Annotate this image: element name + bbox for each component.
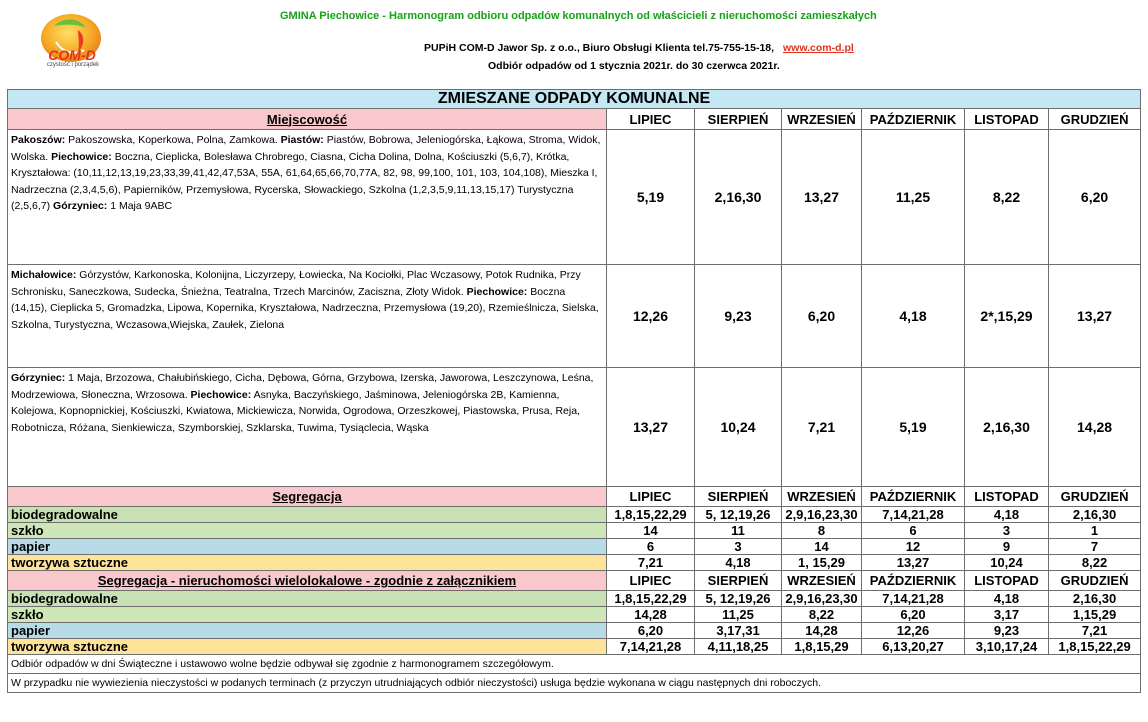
- pickup-dates: 4,18: [965, 591, 1049, 607]
- street-list: Asnyka, Baczyńskiego, Jaśminowa, Jeleniogórska 2B, Kamienna, Kolejowa, Kopnopnickiej, Kościuszki, Kwiatowa, Mickiewicza, Norwida, Ogrodowa, Orzeszkowej, Piastowska, Prusa, Reja, Robotnicza, Różana, Sienkiewicza, Szymborskiej, Szklarska, Tuwima, Tysiąclecia, Wąska: [11, 388, 580, 434]
- pickup-dates: 9,23: [965, 623, 1049, 639]
- mixed-header-row: [8, 109, 1141, 130]
- company-info: PUPiH COM-D Jawor Sp. z o.o., Biuro Obsługi Klienta tel.75-755-15-18,: [424, 42, 775, 54]
- waste-type: papier: [8, 539, 607, 555]
- month-header: SIERPIEŃ: [695, 109, 782, 130]
- pickup-dates: 2,16,30: [695, 130, 782, 265]
- segregation-row-plastic: [8, 555, 1141, 571]
- pickup-dates: 7,14,21,28: [862, 507, 965, 523]
- pickup-dates: 8,22: [1049, 555, 1141, 571]
- pickup-dates: 7,21: [607, 555, 695, 571]
- waste-type: szkło: [8, 607, 607, 623]
- pickup-dates: 1,8,15,22,29: [1049, 639, 1141, 655]
- locality-name: Górzyniec:: [11, 372, 66, 384]
- note-row: [8, 655, 1141, 674]
- pickup-dates: 1,8,15,22,29: [607, 507, 695, 523]
- pickup-dates: 4,18: [695, 555, 782, 571]
- pickup-dates: 13,27: [1049, 265, 1141, 368]
- month-header: LISTOPAD: [965, 571, 1049, 591]
- pickup-dates: 14: [607, 523, 695, 539]
- multi-title: Segregacja - nieruchomości wielolokalowe - zgodnie z załącznikiem: [8, 571, 607, 591]
- mixed-row: [8, 265, 1141, 368]
- pickup-dates: 11,25: [862, 130, 965, 265]
- pickup-dates: 6,13,20,27: [862, 639, 965, 655]
- street-list: 1 Maja 9ABC: [107, 200, 173, 212]
- pickup-dates: 13,27: [862, 555, 965, 571]
- pickup-dates: 5, 12,19,26: [695, 507, 782, 523]
- month-header: PAŹDZIERNIK: [862, 571, 965, 591]
- pickup-dates: 4,11,18,25: [695, 639, 782, 655]
- pickup-dates: 13,27: [782, 130, 862, 265]
- locality-list: [8, 130, 607, 265]
- waste-type: papier: [8, 623, 607, 639]
- pickup-dates: 7,14,21,28: [862, 591, 965, 607]
- pickup-dates: 14: [782, 539, 862, 555]
- month-header: GRUDZIEŃ: [1049, 109, 1141, 130]
- pickup-dates: 2,16,30: [965, 368, 1049, 487]
- pickup-dates: 8: [782, 523, 862, 539]
- street-list: Górzystów, Karkonoska, Kolonijna, Liczyrzepy, Łowiecka, Na Kociołki, Plac Wczasowy, Potok Rudnika, Przy Schronisku, Saneczkowa, Sudecka, Śnieżna, Teatralna, Trzech Marcinów, Zaciszna, Złoty Widok.: [11, 269, 581, 298]
- locality-list: [8, 368, 607, 487]
- pickup-dates: 7,21: [1049, 623, 1141, 639]
- street-list: Piastów, Bobrowa, Jeleniogórska, Łąkowa, Stroma, Widok, Wolska.: [11, 134, 601, 163]
- multi-row-bio: [8, 591, 1141, 607]
- pickup-dates: 4,18: [965, 507, 1049, 523]
- segregation-row-paper: [8, 539, 1141, 555]
- waste-type: tworzywa sztuczne: [8, 555, 607, 571]
- street-list: 1 Maja, Brzozowa, Chałubińskiego, Cicha, Dębowa, Górna, Grzybowa, Izerska, Jaworowa, Leszczynowa, Leśna, Modrzewiowa, Słoneczna, Wrzosowa.: [11, 372, 594, 401]
- locality-name: Górzyniec:: [53, 200, 108, 212]
- pickup-dates: 11,25: [695, 607, 782, 623]
- pickup-dates: 3,10,17,24: [965, 639, 1049, 655]
- pickup-dates: 10,24: [965, 555, 1049, 571]
- note-row: [8, 674, 1141, 693]
- mixed-row: [8, 368, 1141, 487]
- locality-name: Piechowice:: [51, 150, 112, 163]
- month-header: LIPIEC: [607, 487, 695, 507]
- pickup-dates: 2,16,30: [1049, 591, 1141, 607]
- holiday-note: Odbiór odpadów w dni Świąteczne i ustawowo wolne będzie odbywał się zgodnie z harmonogramem szczegółowym.: [8, 655, 1141, 674]
- pickup-dates: 6,20: [862, 607, 965, 623]
- pickup-dates: 9,23: [695, 265, 782, 368]
- month-header: LISTOPAD: [965, 109, 1049, 130]
- locality-name: Piechowice:: [190, 388, 252, 401]
- month-header: GRUDZIEŃ: [1049, 487, 1141, 507]
- pickup-dates: 6: [607, 539, 695, 555]
- header-title: GMINA Piechowice - Harmonogram odbioru odpadów komunalnych od właścicieli z nieruchomości zamieszkałych: [280, 10, 877, 22]
- pickup-dates: 9: [965, 539, 1049, 555]
- pickup-dates: 7: [1049, 539, 1141, 555]
- pickup-dates: 2*,15,29: [965, 265, 1049, 368]
- logo-tagline: czystość i porządek: [46, 62, 100, 68]
- pickup-dates: 14,28: [1049, 368, 1141, 487]
- locality-list: [8, 265, 607, 368]
- segregation-title: Segregacja: [8, 487, 607, 507]
- pickup-dates: 6,20: [1049, 130, 1141, 265]
- pickup-dates: 2,9,16,23,30: [782, 507, 862, 523]
- locality-name: Pakoszów:: [11, 134, 66, 146]
- pickup-dates: 12: [862, 539, 965, 555]
- segregation-row-glass: [8, 523, 1141, 539]
- pickup-dates: 1,15,29: [1049, 607, 1141, 623]
- pickup-dates: 14,28: [782, 623, 862, 639]
- multi-row-glass: [8, 607, 1141, 623]
- month-header: PAŹDZIERNIK: [862, 109, 965, 130]
- month-header: SIERPIEŃ: [695, 571, 782, 591]
- segregation-header-row: [8, 487, 1141, 507]
- pickup-dates: 2,9,16,23,30: [782, 591, 862, 607]
- pickup-dates: 12,26: [607, 265, 695, 368]
- pickup-dates: 3,17: [965, 607, 1049, 623]
- month-header: PAŹDZIERNIK: [862, 487, 965, 507]
- pickup-dates: 6: [862, 523, 965, 539]
- pickup-dates: 2,16,30: [1049, 507, 1141, 523]
- pickup-dates: 10,24: [695, 368, 782, 487]
- month-header: GRUDZIEŃ: [1049, 571, 1141, 591]
- header-company: [424, 42, 854, 54]
- month-header: WRZESIEŃ: [782, 487, 862, 507]
- street-list: Pakoszowska, Koperkowa, Polna, Zamkowa.: [65, 134, 281, 146]
- segregation-row-bio: [8, 507, 1141, 523]
- pickup-dates: 12,26: [862, 623, 965, 639]
- mixed-waste-title-row: [8, 90, 1141, 109]
- pickup-dates: 5,19: [607, 130, 695, 265]
- month-header: LIPIEC: [607, 109, 695, 130]
- website-link[interactable]: www.com-d.pl: [783, 42, 854, 54]
- pickup-dates: 6,20: [782, 265, 862, 368]
- month-header: LIPIEC: [607, 571, 695, 591]
- waste-type: szkło: [8, 523, 607, 539]
- schedule-table: [7, 89, 1141, 693]
- pickup-dates: 1,8,15,22,29: [607, 591, 695, 607]
- pickup-dates: 5, 12,19,26: [695, 591, 782, 607]
- pickup-dates: 8,22: [965, 130, 1049, 265]
- waste-type: biodegradowalne: [8, 591, 607, 607]
- locality-name: Piechowice:: [466, 285, 528, 298]
- pickup-dates: 7,14,21,28: [607, 639, 695, 655]
- place-header: Miejscowość: [8, 109, 607, 130]
- mixed-row: [8, 130, 1141, 265]
- locality-name: Michałowice:: [11, 269, 77, 281]
- waste-type: biodegradowalne: [8, 507, 607, 523]
- pickup-dates: 14,28: [607, 607, 695, 623]
- pickup-dates: 1,8,15,29: [782, 639, 862, 655]
- pickup-dates: 1: [1049, 523, 1141, 539]
- month-header: WRZESIEŃ: [782, 571, 862, 591]
- logo-brand: COM-D: [48, 47, 96, 63]
- waste-type: tworzywa sztuczne: [8, 639, 607, 655]
- missed-pickup-note: W przypadku nie wywiezienia nieczystości w podanych terminach (z przyczyn utrudniających odbiór nieczystości) usługa będzie wykonana w ciągu następnych dni roboczych.: [8, 674, 1141, 693]
- month-header: LISTOPAD: [965, 487, 1049, 507]
- month-header: SIERPIEŃ: [695, 487, 782, 507]
- multi-row-paper: [8, 623, 1141, 639]
- pickup-dates: 4,18: [862, 265, 965, 368]
- pickup-dates: 13,27: [607, 368, 695, 487]
- pickup-dates: 1, 15,29: [782, 555, 862, 571]
- pickup-dates: 3: [695, 539, 782, 555]
- pickup-dates: 5,19: [862, 368, 965, 487]
- pickup-dates: 11: [695, 523, 782, 539]
- mixed-waste-title: ZMIESZANE ODPADY KOMUNALNE: [8, 90, 1141, 109]
- month-header: WRZESIEŃ: [782, 109, 862, 130]
- header-period: Odbiór odpadów od 1 stycznia 2021r. do 30 czerwca 2021r.: [488, 60, 780, 72]
- pickup-dates: 3: [965, 523, 1049, 539]
- multi-header-row: [8, 571, 1141, 591]
- street-list: Boczna (14,15), Cieplicka 5, Gromadzka, Lipowa, Kopernika, Kryształowa, Nadrzeczna, Przemysłowa (19,20), Rzemieślnicza, Sielska, Szkolna, Turystyczna, Wczasowa,Wiejska, Zaułek, Zielona: [11, 285, 599, 331]
- pickup-dates: 3,17,31: [695, 623, 782, 639]
- pickup-dates: 7,21: [782, 368, 862, 487]
- multi-row-plastic: [8, 639, 1141, 655]
- pickup-dates: 8,22: [782, 607, 862, 623]
- street-list: Boczna, Cieplicka, Bolesława Chrobrego, Ciasna, Cicha Dolina, Dolna, Kościuszki (5,6,7), Krótka, Kryształowa: (10,11,12,13,19,23,33,39,41,42,47,53A, 55A, 61,64,65,66,70,77A, 82, 98, 99,100, 101, 103, 104,108), Mieszka I, Nadrzeczna (2,3,4,5,6), Papierników, Przemysłowa, Rycerska, Słowackiego, Szkolna (1,2,3,5,9,11,13,15,17) Turystyczna (2,5,6,7): [11, 150, 598, 212]
- locality-name: Piastów:: [280, 134, 324, 146]
- pickup-dates: 6,20: [607, 623, 695, 639]
